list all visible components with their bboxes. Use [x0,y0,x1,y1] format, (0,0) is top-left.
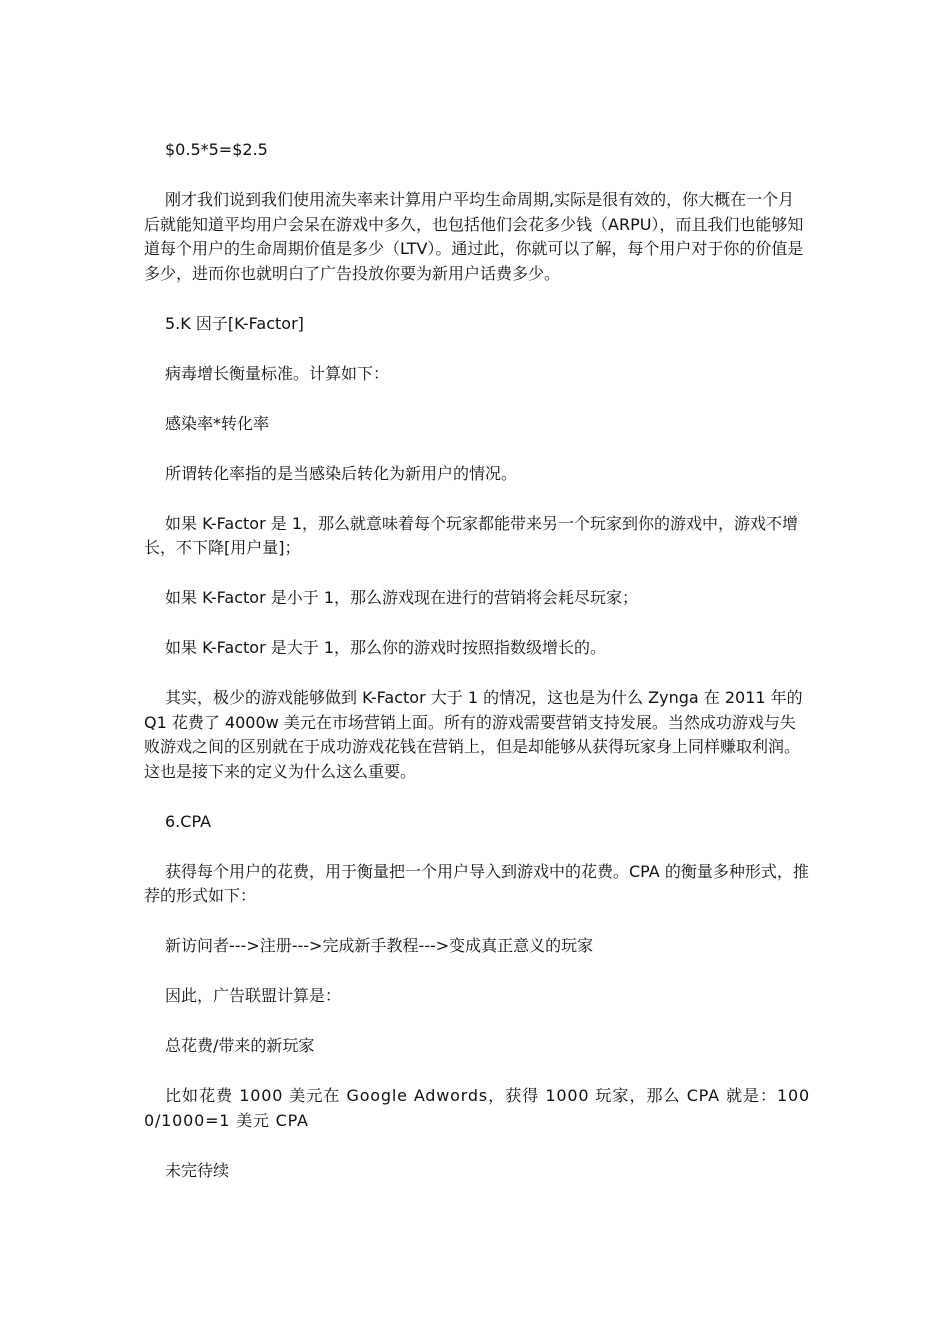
conversion-definition-paragraph: 所谓转化率指的是当感染后转化为新用户的情况。 [165,463,518,483]
cpa-formula-paragraph: 总花费/带来的新玩家 [165,1036,315,1055]
ltv-explanation-paragraph: 刚才我们说到我们使用流失率来计算用户平均生命周期,实际是很有效的，你大概在一个月后就能知道平均用户会呆在游戏中多久，也包括他们会花多少钱（ARPU），而且我们也能够知道每个用户的生命周期价值是多少（LTV）。通过此，你就可以了解，每个用户对于你的价值是多少，进而你也就明白了广告投放你要为新用户话费多少。 [144,190,804,283]
kfactor-greater-paragraph: 如果 K-Factor 是大于 1，那么你的游戏时按照指数级增长的。 [165,638,607,657]
formula-paragraph: $0.5*5=$2.5 [165,140,268,159]
ad-network-paragraph: 因此，广告联盟计算是： [165,986,342,1005]
kfactor-heading: 5.K 因子[K-Factor] [165,313,304,333]
cpa-example-paragraph: 比如花费 1000 美元在 Google Adwords，获得 1000 玩家，那么 CPA 就是：1000/1000=1 美元 CPA [144,1086,810,1130]
cpa-funnel-paragraph: 新访问者--->注册--->完成新手教程--->变成真正意义的玩家 [165,936,594,955]
kfactor-definition-paragraph: 病毒增长衡量标准。计算如下： [165,363,390,383]
to-be-continued-paragraph: 未完待续 [165,1160,230,1180]
kfactor-less-paragraph: 如果 K-Factor 是小于 1，那么游戏现在进行的营销将会耗尽玩家； [165,588,639,607]
kfactor-equal-paragraph: 如果 K-Factor 是 1，那么就意味着每个玩家都能带来另一个玩家到你的游戏中，游戏不增长，不下降[用户量]； [144,513,799,557]
document-body [144,138,810,1209]
kfactor-formula-paragraph: 感染率*转化率 [165,413,270,433]
zynga-paragraph: 其实，极少的游戏能够做到 K-Factor 大于 1 的情况，这也是为什么 Zynga 在 2011 年的 Q1 花费了 4000w 美元在市场营销上面。所有的游戏需要营销支持发展。当然成功游戏与失败游戏之间的区别就在于成功游戏花钱在营销上，但是却能够从获得玩家身上同样赚取利润。这也是接下来的定义为什么这么重要。 [144,688,803,781]
cpa-heading: 6.CPA [165,811,212,831]
cpa-definition-paragraph: 获得每个用户的花费，用于衡量把一个用户导入到游戏中的花费。CPA 的衡量多种形式，推荐的形式如下： [144,861,809,905]
